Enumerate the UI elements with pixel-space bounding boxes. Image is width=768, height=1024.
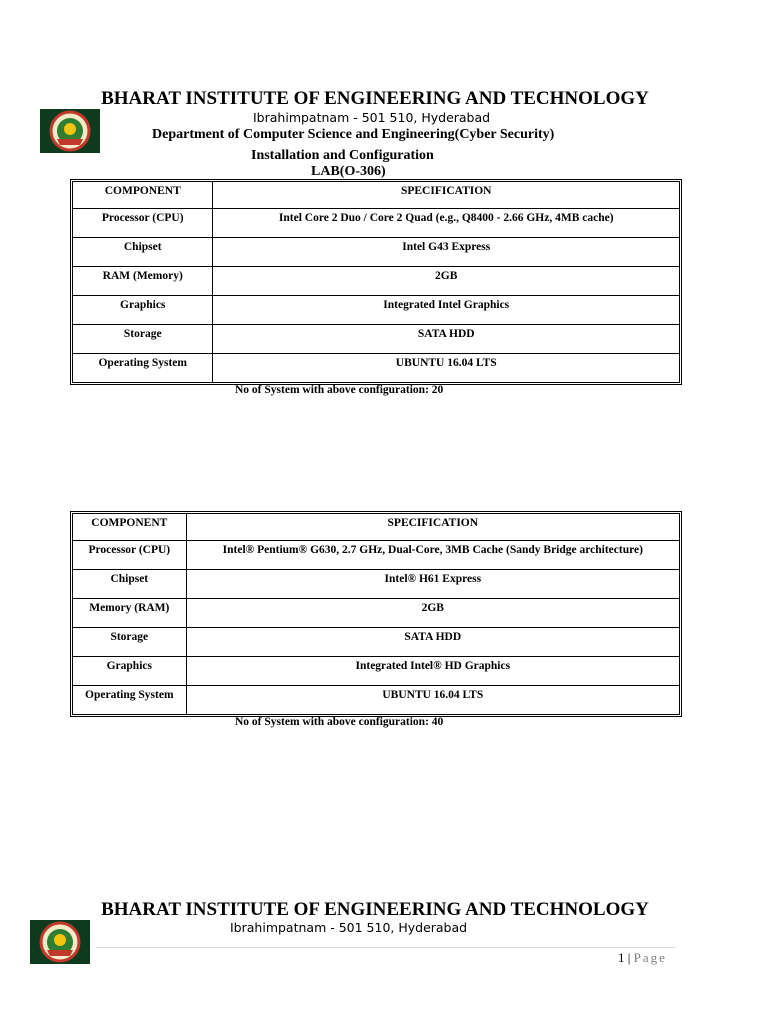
institute-address: Ibrahimpatnam - 501 510, Hyderabad bbox=[253, 110, 491, 125]
table-row bbox=[73, 296, 679, 325]
section-title: Installation and Configuration bbox=[251, 148, 434, 163]
page-number-separator: | bbox=[627, 950, 631, 965]
specification-cell: Intel G43 Express bbox=[213, 238, 679, 267]
footer-institute-title: BHARAT INSTITUTE OF ENGINEERING AND TECHNOLOGY bbox=[101, 899, 649, 920]
component-cell: Chipset bbox=[73, 570, 187, 599]
table-row bbox=[73, 354, 679, 382]
column-header-component: COMPONENT bbox=[73, 182, 213, 209]
component-cell: Storage bbox=[73, 628, 187, 657]
specification-cell: Intel® Pentium® G630, 2.7 GHz, Dual-Core, 3MB Cache (Sandy Bridge architecture) bbox=[187, 541, 679, 570]
table-row bbox=[73, 570, 679, 599]
specification-cell: SATA HDD bbox=[213, 325, 679, 354]
institute-title: BHARAT INSTITUTE OF ENGINEERING AND TECHNOLOGY bbox=[101, 88, 649, 109]
component-cell: Processor (CPU) bbox=[73, 541, 187, 570]
specification-cell: Integrated Intel® HD Graphics bbox=[187, 657, 679, 686]
page-label: Page bbox=[633, 950, 667, 965]
component-cell: Graphics bbox=[73, 296, 213, 325]
table-row bbox=[73, 325, 679, 354]
spec-table-2 bbox=[72, 513, 680, 715]
page-number-value: 1 bbox=[618, 950, 625, 965]
column-header-component: COMPONENT bbox=[73, 514, 187, 541]
table-row bbox=[73, 599, 679, 628]
component-cell: Chipset bbox=[73, 238, 213, 267]
column-header-specification: SPECIFICATION bbox=[187, 514, 679, 541]
component-cell: Storage bbox=[73, 325, 213, 354]
page-number bbox=[618, 950, 667, 966]
component-cell: Operating System bbox=[73, 354, 213, 382]
table-row bbox=[73, 209, 679, 238]
table-row bbox=[73, 628, 679, 657]
table-header-row bbox=[73, 182, 679, 209]
component-cell: Operating System bbox=[73, 686, 187, 714]
footer-institute-address: Ibrahimpatnam - 501 510, Hyderabad bbox=[230, 920, 468, 935]
component-cell: Processor (CPU) bbox=[73, 209, 213, 238]
table-header-row bbox=[73, 514, 679, 541]
specification-cell: UBUNTU 16.04 LTS bbox=[382, 689, 484, 701]
spec-table-1 bbox=[72, 181, 680, 383]
column-header-specification: SPECIFICATION bbox=[213, 182, 679, 209]
table-row bbox=[73, 686, 679, 714]
lab-title: LAB(O-306) bbox=[311, 164, 386, 179]
table-row bbox=[73, 541, 679, 570]
component-cell: Graphics bbox=[73, 657, 187, 686]
specification-cell: Integrated Intel Graphics bbox=[213, 296, 679, 325]
institute-logo bbox=[40, 109, 100, 153]
specification-cell: UBUNTU 16.04 LTS bbox=[395, 357, 497, 369]
table-row bbox=[73, 267, 679, 296]
system-count-note-2: No of System with above configuration: 40 bbox=[235, 716, 444, 728]
table-row bbox=[73, 238, 679, 267]
specification-cell: 2GB bbox=[213, 267, 679, 296]
specification-cell: SATA HDD bbox=[187, 628, 679, 657]
department-title: Department of Computer Science and Engineering(Cyber Security) bbox=[152, 127, 555, 142]
system-count-note-1: No of System with above configuration: 20 bbox=[235, 384, 444, 396]
specification-cell: 2GB bbox=[187, 599, 679, 628]
footer-institute-logo bbox=[30, 920, 90, 964]
table-row bbox=[73, 657, 679, 686]
specification-cell: Intel Core 2 Duo / Core 2 Quad (e.g., Q8400 - 2.66 GHz, 4MB cache) bbox=[213, 209, 679, 238]
footer-divider bbox=[96, 947, 676, 948]
specification-cell: Intel® H61 Express bbox=[187, 570, 679, 599]
component-cell: RAM (Memory) bbox=[73, 267, 213, 296]
component-cell: Memory (RAM) bbox=[73, 599, 187, 628]
